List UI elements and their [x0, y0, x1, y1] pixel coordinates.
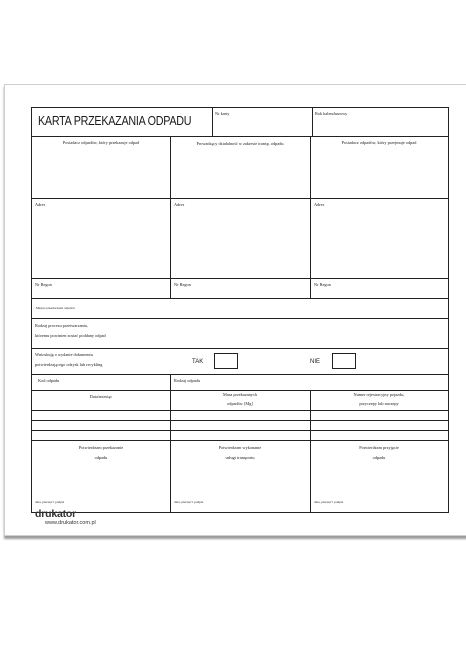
kod-odpadu-label: Kod odpadu	[38, 378, 60, 383]
tak-label: TAK	[192, 359, 204, 365]
rodzaj-procesu-line-1: Rodzaj procesu przetwarzania,	[35, 323, 88, 328]
miejsce-label: Miejsce przeznaczenia odpadów	[36, 306, 75, 310]
adres-label-3: Adres	[314, 202, 325, 207]
rodzaj-procesu-line-2: któremu powinien zostać poddany odpad	[35, 333, 106, 338]
data-podpis-label-1: data, pieczęć i podpis	[35, 500, 65, 504]
drukator-logo	[35, 509, 96, 526]
potw-wykonanie-line-1: Potwierdzam wykonanie	[218, 445, 262, 450]
data-podpis-label-3: data, pieczęć i podpis	[314, 500, 344, 504]
posiadacz-przekazujacy-label: Posiadacz odpadów, który przekazuje odpad	[62, 140, 140, 145]
wnioskuje-line-2: potwierdzającego odzysk lub recykling	[35, 362, 103, 367]
masa-header-line-2: odpadów [Mg]	[227, 401, 253, 406]
form-sheet	[4, 84, 466, 536]
nie-checkbox[interactable]	[332, 353, 356, 369]
brand-url: www.drukator.com.pl	[45, 520, 96, 526]
brand-name: drukator	[35, 508, 76, 520]
potw-przekazanie-line-1: Potwierdzam przekazanie	[78, 445, 124, 450]
posiadacz-przejmujacy-label: Posiadacz odpadów, który przejmuje odpad	[341, 140, 417, 145]
nr-regon-label-3: Nr Regon	[314, 282, 331, 287]
potw-wykonanie-line-2: usługi transportu	[225, 455, 255, 460]
tak-checkbox[interactable]	[214, 353, 238, 369]
nr-regon-label-2: Nr Regon	[174, 282, 191, 287]
adres-label-2: Adres	[174, 202, 185, 207]
waste-transfer-form	[31, 107, 449, 513]
wnioskuje-line-1: Wnioskuję o wydanie dokumentu	[35, 352, 93, 357]
data-miesiac-header: Data/miesiąc	[89, 394, 113, 399]
numer-header-line-1: Numer rejestracyjny pojazdu,	[353, 392, 405, 397]
potw-przyjecie-line-2: odpadu	[372, 455, 386, 460]
data-podpis-label-2: data, pieczęć i podpis	[174, 500, 204, 504]
potw-przekazanie-line-2: odpadu	[94, 455, 108, 460]
potw-przyjecie-line-1: Potwierdzam przyjęcie	[359, 445, 399, 450]
nie-label: NIE	[310, 359, 321, 365]
masa-header-line-1: Masa przekazanych	[223, 392, 257, 397]
nr-karty-label: Nr karty	[215, 111, 230, 116]
rodzaj-odpadu-label: Rodzaj odpadu	[174, 378, 200, 383]
adres-label-1: Adres	[35, 202, 46, 207]
rok-kalendarzowy-label: Rok kalendarzowy	[315, 111, 348, 116]
numer-header-line-2: przyczepy lub naczepy	[359, 401, 399, 406]
nr-regon-label-1: Nr Regon	[35, 282, 52, 287]
prowadzacy-transport-label: Prowadzący działalność w zakresie transp. odpadu	[196, 141, 284, 146]
form-title: KARTA PRZEKAZANIA ODPADU	[38, 114, 192, 128]
